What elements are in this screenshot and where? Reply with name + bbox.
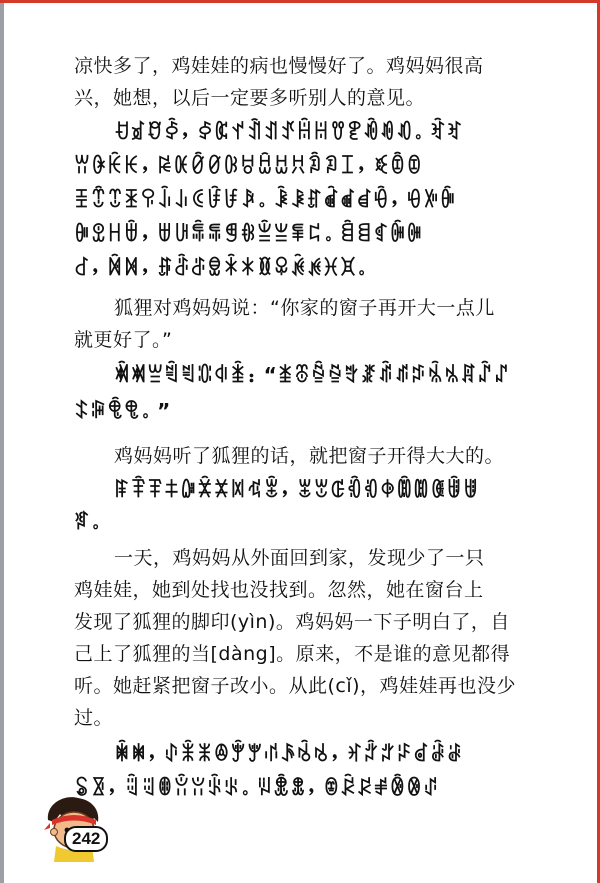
yi-text-line: ꂢꂣ，ꂤꂥꂦꂧꂨꂩꂪ。ꂫꂬꂭ，ꂮꂯꂰꂱꂲꂳꂴ <box>74 776 440 800</box>
yi-text-line: ꂎ。 <box>74 510 108 534</box>
yi-text-line: ꀕꀖꀗꀘ，ꀙꀚꀛꀜꀝꀞꀟꀠꀡꀢꀣꀤ，ꀥꀦꀧ <box>74 154 424 178</box>
text-line: 就更好了。” <box>74 329 173 351</box>
text-line: 过。 <box>74 707 114 729</box>
yi-text-line: ꁹꁺꁻꁼꁽꁾꁿꂀꂁꂂ，ꂃꂄꂅꂆꂇꂈꂉꂊꂋꂌꂍ <box>114 478 480 502</box>
text-line: 一天，鸡妈妈从外面回到家，发现少了一只 <box>114 547 485 569</box>
text-line: 兴，她想，以后一定要多听别人的意见。 <box>74 87 426 109</box>
page-number: 242 <box>64 826 108 852</box>
yi-text-line: ꀀꀃꀄꀅ，ꀆꀇꀈꀉꀊꀋꀌꀍꀎꀏꀐꀑꀒ。ꀓꀔ <box>114 120 464 144</box>
yi-text-line: ꁵꁶꁷꁸ。” <box>74 399 172 423</box>
text-line: 鸡娃娃，她到处找也没找到。忽然，她在窗台上 <box>74 579 484 601</box>
yi-text-line: ꁐ，ꁑꁒ，ꁓꁔꁕꁖꁗꁘꁙꁚꁛꁜꁝꁞ。 <box>74 256 374 280</box>
text-line: 己上了狐狸的当[dàng]。原来，不是谁的意见都得 <box>74 643 511 665</box>
text-line: 狐狸对鸡妈妈说：“你家的窗子再开大一点儿 <box>114 297 495 319</box>
yi-text-line: ꁟꁠꁡꁢꁣꁤꁥꁦ：“ꁧꁨꁩꁪꁫꁬꁭꁮꁯꁰꁱꁲꁳꁴ <box>114 363 511 387</box>
yi-text-line: ꀨꀩꀪꀫꀬꀭꀮꀯꀰꀱꀲ。ꀳꀴꀵꀶꀷꀸꀹ，ꀺꀻꀼ <box>74 188 457 212</box>
text-line: 听。她赶紧把窗子改小。从此(cǐ)，鸡娃娃再也没少 <box>74 675 517 697</box>
text-line: 鸡妈妈听了狐狸的话，就把窗子开得大大的。 <box>114 445 505 467</box>
yi-text-line: ꂏꂐ，ꂑꂒꂓꂔꂕꂖꂗꂘꂙꂚ，ꂛꂜꂝꂞꂟꂠꂡ <box>114 742 464 766</box>
yi-text-line: ꀽꀾꀿꁀ，ꁁꁂꁃꁄꁅꁆꁇꁈꁉꁊ。ꁋꁌꁍꁎꁏ <box>74 222 424 246</box>
text-line: 发现了狐狸的脚印(yìn)。鸡妈妈一下子明白了，自 <box>74 611 510 633</box>
text-line: 凉快多了，鸡娃娃的病也慢慢好了。鸡妈妈很高 <box>74 55 484 77</box>
